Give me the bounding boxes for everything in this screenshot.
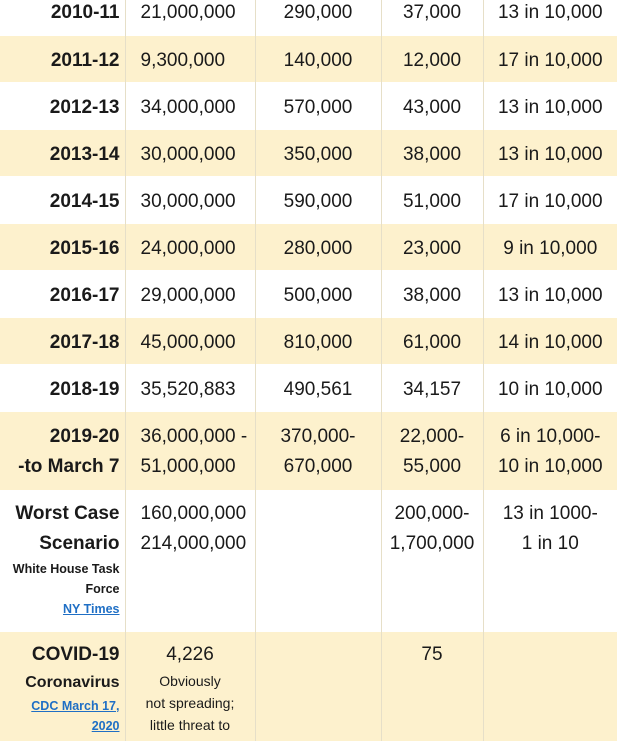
deaths-cell-text: 61,000 (402, 331, 462, 353)
deaths-cell-text: 55,000 (402, 455, 462, 477)
table-row (0, 270, 617, 317)
death-rate-cell-text: 13 in 10,000 (497, 284, 603, 306)
deaths-cell (381, 129, 483, 176)
death-rate-cell (483, 317, 617, 364)
covid-title: COVID-19 (31, 643, 120, 665)
deaths-cell (381, 317, 483, 364)
season-cell (0, 411, 125, 490)
cases-cell-text: 160,000,000 (140, 502, 247, 524)
season-cell-text: 2017-18 (49, 331, 120, 353)
note-text: not spreading; (145, 694, 235, 711)
worst-case-label-cell-text: Scenario (39, 532, 120, 554)
season-cell (0, 129, 125, 176)
cases-cell (125, 364, 255, 411)
season-cell (0, 270, 125, 317)
note-text: little threat to (149, 716, 231, 733)
cases-cell (125, 490, 255, 631)
death-rate-cell (483, 35, 617, 82)
death-rate-cell (483, 176, 617, 223)
hospitalizations-cell-text: 590,000 (283, 190, 353, 212)
hospitalizations-cell-text: 370,000- (280, 425, 356, 447)
deaths-cell-text: 200,000- (394, 502, 470, 524)
cases-cell-text: 29,000,000 (140, 284, 236, 306)
season-cell-text: 2019-20 (49, 425, 120, 447)
hospitalizations-cell (255, 317, 381, 364)
hospitalizations-cell-text: 490,561 (283, 378, 353, 400)
hospitalizations-cell-text: 670,000 (283, 455, 353, 477)
source-text: Force (85, 581, 120, 596)
table-row (0, 82, 617, 129)
deaths-cell (381, 490, 483, 631)
season-cell (0, 364, 125, 411)
table-row (0, 35, 617, 82)
covid-row (0, 631, 617, 741)
death-rate-cell-text: 13 in 10,000 (497, 96, 603, 118)
death-rate-cell (483, 364, 617, 411)
death-rate-cell (483, 411, 617, 490)
deaths-cell-text: 22,000- (399, 425, 465, 447)
hospitalizations-cell-text: 500,000 (283, 284, 353, 306)
hospitalizations-cell-text: 290,000 (283, 2, 353, 23)
cdc-link[interactable]: 2020 (91, 718, 120, 733)
hospitalizations-cell (255, 0, 381, 35)
season-cell (0, 317, 125, 364)
deaths-cell-text: 1,700,000 (389, 532, 475, 554)
hospitalizations-cell (255, 364, 381, 411)
death-rate-cell-text: 17 in 10,000 (497, 190, 603, 212)
deaths-cell-text: 38,000 (402, 284, 462, 306)
deaths-cell (381, 223, 483, 270)
note-text: Obviously (159, 672, 221, 689)
table-row (0, 317, 617, 364)
season-cell (0, 82, 125, 129)
table-row (0, 129, 617, 176)
ny-times-link[interactable]: NY Times (62, 601, 120, 616)
cases-cell (125, 82, 255, 129)
cases-cell-text: 24,000,000 (140, 237, 236, 259)
hospitalizations-cell (255, 129, 381, 176)
table-row (0, 176, 617, 223)
cases-cell-text: 21,000,000 (140, 2, 236, 23)
death-rate-cell (483, 0, 617, 35)
hospitalizations-cell (255, 176, 381, 223)
table-row (0, 0, 617, 35)
season-cell-text: 2018-19 (49, 378, 120, 400)
death-rate-cell (483, 631, 617, 741)
deaths-cell (381, 176, 483, 223)
deaths-cell-text: 37,000 (402, 2, 462, 23)
cases-cell-text: 214,000,000 (140, 532, 247, 554)
cases-cell (125, 411, 255, 490)
death-rate-cell-text: 9 in 10,000 (503, 237, 598, 259)
death-rate-cell (483, 223, 617, 270)
season-cell-text: 2012-13 (49, 96, 120, 118)
hospitalizations-cell (255, 631, 381, 741)
cases-cell (125, 223, 255, 270)
table-row (0, 364, 617, 411)
covid-label-cell (0, 631, 125, 741)
hospitalizations-cell (255, 411, 381, 490)
deaths-cell (381, 364, 483, 411)
cases-cell-text: 30,000,000 (140, 143, 236, 165)
cases-cell (125, 270, 255, 317)
death-rate-cell-text: 14 in 10,000 (497, 331, 603, 353)
death-rate-cell-text: 13 in 10,000 (497, 2, 603, 23)
season-cell (0, 35, 125, 82)
deaths-cell (381, 0, 483, 35)
death-rate-cell (483, 490, 617, 631)
deaths-cell-text: 43,000 (402, 96, 462, 118)
hospitalizations-cell-text: 810,000 (283, 331, 353, 353)
deaths-cell-text: 51,000 (402, 190, 462, 212)
season-cell-text: 2013-14 (49, 143, 120, 165)
death-rate-cell (483, 82, 617, 129)
hospitalizations-cell (255, 490, 381, 631)
deaths-value: 75 (421, 643, 443, 665)
cases-cell (125, 317, 255, 364)
hospitalizations-cell-text: 350,000 (283, 143, 353, 165)
table-row (0, 411, 617, 490)
hospitalizations-cell-text: 140,000 (283, 49, 353, 71)
season-cell-text: 2011-12 (50, 49, 120, 71)
season-cell (0, 0, 125, 35)
worst-case-label-cell-text: Worst Case (15, 502, 120, 524)
source-text: White House Task (12, 561, 120, 576)
hospitalizations-cell (255, 270, 381, 317)
season-cell (0, 176, 125, 223)
season-cell-text: 2014-15 (49, 190, 120, 212)
hospitalizations-cell (255, 82, 381, 129)
deaths-cell-text: 12,000 (402, 49, 462, 71)
deaths-cell (381, 82, 483, 129)
deaths-cell-text: 34,157 (402, 378, 462, 400)
cases-cell-text: 45,000,000 (140, 331, 236, 353)
deaths-cell (381, 411, 483, 490)
cases-cell-text: 9,300,000 (140, 49, 226, 71)
cases-value: 4,226 (166, 643, 214, 665)
season-cell-text: -to March 7 (18, 455, 120, 477)
death-rate-cell-text: 1 in 10 (521, 532, 579, 554)
death-rate-cell-text: 10 in 10,000 (497, 378, 603, 400)
deaths-cell (381, 35, 483, 82)
cases-cell (125, 631, 255, 741)
season-cell-text: 2010-11 (50, 2, 120, 23)
cases-cell-text: 30,000,000 (140, 190, 236, 212)
deaths-cell (381, 270, 483, 317)
season-cell-text: 2015-16 (49, 237, 120, 259)
cases-cell (125, 129, 255, 176)
cases-cell-text: 36,000,000 - (140, 425, 248, 447)
death-rate-cell (483, 129, 617, 176)
table-row (0, 223, 617, 270)
season-cell-text: 2016-17 (49, 284, 120, 306)
season-cell (0, 223, 125, 270)
cases-cell-text: 34,000,000 (140, 96, 236, 118)
cases-cell (125, 0, 255, 35)
death-rate-cell-text: 17 in 10,000 (497, 49, 603, 71)
death-rate-cell-text: 10 in 10,000 (497, 455, 603, 477)
hospitalizations-cell-text: 280,000 (283, 237, 353, 259)
hospitalizations-cell (255, 35, 381, 82)
death-rate-cell-text: 13 in 1000- (502, 502, 598, 524)
death-rate-cell-text: 13 in 10,000 (497, 143, 603, 165)
worst-case-label-cell (0, 490, 125, 631)
cases-cell-text: 51,000,000 (140, 455, 236, 477)
death-rate-cell-text: 6 in 10,000- (500, 425, 601, 447)
death-rate-cell (483, 270, 617, 317)
covid-subtitle: Coronavirus (25, 673, 120, 691)
cdc-link[interactable]: CDC March 17, (31, 698, 120, 713)
cases-cell (125, 35, 255, 82)
cases-cell (125, 176, 255, 223)
hospitalizations-cell-text: 570,000 (283, 96, 353, 118)
deaths-cell (381, 631, 483, 741)
deaths-cell-text: 38,000 (402, 143, 462, 165)
cases-cell-text: 35,520,883 (140, 378, 236, 400)
hospitalizations-cell (255, 223, 381, 270)
worst-case-row (0, 490, 617, 631)
deaths-cell-text: 23,000 (402, 237, 462, 259)
